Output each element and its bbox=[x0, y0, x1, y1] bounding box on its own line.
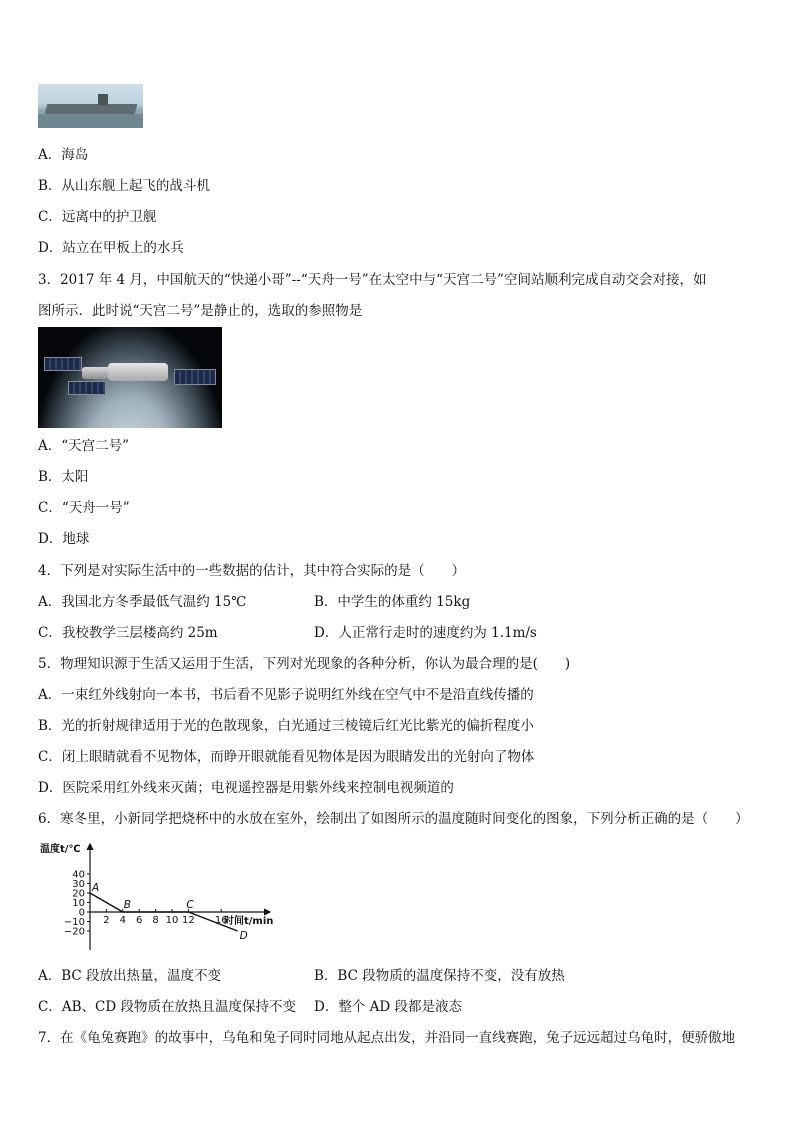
q4-stem: 4．下列是对实际生活中的一些数据的估计，其中符合实际的是（ ） bbox=[38, 563, 466, 579]
y-tick-label: −20 bbox=[63, 926, 85, 938]
q3-option-b: B．太阳 bbox=[38, 469, 89, 485]
y-tick-label: −10 bbox=[63, 917, 85, 928]
q2-option-b: B．从山东舰上起飞的战斗机 bbox=[38, 178, 210, 194]
y-axis-label: 温度t/℃ bbox=[40, 844, 81, 855]
spacecraft-module bbox=[82, 367, 110, 379]
q3-option-c: C．“天舟一号” bbox=[38, 500, 130, 516]
solar-panel-left-top bbox=[44, 357, 82, 371]
q5-option-b: B．光的折射规律适用于光的色散现象，白光通过三棱镜后红光比紫光的偏折程度小 bbox=[38, 718, 534, 734]
station-module bbox=[108, 363, 168, 381]
x-tick-label: 16 bbox=[214, 915, 228, 926]
temperature-time-graph bbox=[38, 838, 278, 956]
q5-option-d: D．医院采用红外线来灭菌；电视遥控器是用紫外线来控制电视频道的 bbox=[38, 780, 454, 796]
q3-stem-line2: 图所示．此时说“天宫二号”是静止的，选取的参照物是 bbox=[38, 303, 363, 319]
q3-option-d: D．地球 bbox=[38, 531, 90, 547]
q5-option-a: A．一束红外线射向一本书，书后看不见影子说明红外线在空气中不是沿直线传播的 bbox=[38, 687, 534, 703]
carrier-island bbox=[98, 94, 108, 105]
point-label-c: C bbox=[186, 899, 194, 911]
q5-stem: 5．物理知识源于生活又运用于生活，下列对光现象的各种分析，你认为最合理的是( ) bbox=[38, 656, 571, 672]
q2-option-a: A．海岛 bbox=[38, 147, 89, 163]
q5-option-c: C．闭上眼睛就看不见物体，而睁开眼就能看见物体是因为眼睛发出的光射向了物体 bbox=[38, 749, 535, 765]
x-tick-label: 12 bbox=[182, 915, 195, 926]
aircraft-carrier-image bbox=[38, 84, 143, 128]
x-tick-label: 6 bbox=[136, 915, 143, 926]
x-tick-label: 4 bbox=[119, 915, 126, 926]
solar-panel-right bbox=[174, 369, 216, 385]
carrier-deck bbox=[45, 104, 138, 114]
q6-option-c: C．AB、CD 段物质在放热且温度保持不变 bbox=[38, 999, 296, 1015]
y-tick-label: 0 bbox=[78, 907, 85, 919]
q4-option-a: A．我国北方冬季最低气温约 15℃ bbox=[38, 594, 247, 610]
x-tick-label: 8 bbox=[152, 915, 159, 926]
q6-stem: 6．寒冬里，小新同学把烧杯中的水放在室外，绘制出了如图所示的温度随时间变化的图象，下列分析正确的是（ ） bbox=[38, 811, 749, 827]
q7-stem: 7．在《龟兔赛跑》的故事中，乌龟和兔子同时同地从起点出发，并沿同一直线赛跑，兔子远远超过乌龟时，便骄傲地 bbox=[38, 1030, 736, 1046]
q4-option-d: D．人正常行走时的速度约为 1.1m/s bbox=[314, 625, 537, 641]
point-label-d: D bbox=[239, 930, 248, 942]
q3-option-a: A．“天宫二号” bbox=[38, 438, 130, 454]
y-tick-label: 20 bbox=[72, 888, 85, 900]
x-tick-label: 2 bbox=[103, 915, 110, 926]
q2-option-c: C．远离中的护卫舰 bbox=[38, 209, 157, 225]
y-tick-label: 30 bbox=[72, 879, 85, 890]
q6-option-a: A．BC 段放出热量，温度不变 bbox=[38, 968, 222, 984]
point-label-a: A bbox=[92, 882, 100, 894]
sea-area bbox=[38, 114, 143, 128]
y-tick-label: 10 bbox=[72, 898, 85, 909]
q4-option-b: B．中学生的体重约 15kg bbox=[314, 594, 471, 610]
q4-option-c: C．我校教学三层楼高约 25m bbox=[38, 625, 218, 641]
q6-option-b: B．BC 段物质的温度保持不变，没有放热 bbox=[314, 968, 565, 984]
solar-panel-left-bottom bbox=[68, 381, 106, 395]
q2-option-d: D．站立在甲板上的水兵 bbox=[38, 240, 184, 256]
x-axis-label: 时间t/min bbox=[224, 916, 274, 927]
space-station-image bbox=[38, 327, 222, 428]
q6-option-d: D．整个 AD 段都是液态 bbox=[314, 999, 462, 1015]
point-label-b: B bbox=[123, 899, 132, 911]
q3-stem-line1: 3．2017 年 4 月，中国航天的“快递小哥”--“天舟一号”在太空中与“天宫二号”空间站顺利完成自动交会对接，如 bbox=[38, 272, 707, 288]
y-tick-label: 40 bbox=[72, 869, 85, 881]
x-tick-label: 10 bbox=[165, 915, 179, 926]
